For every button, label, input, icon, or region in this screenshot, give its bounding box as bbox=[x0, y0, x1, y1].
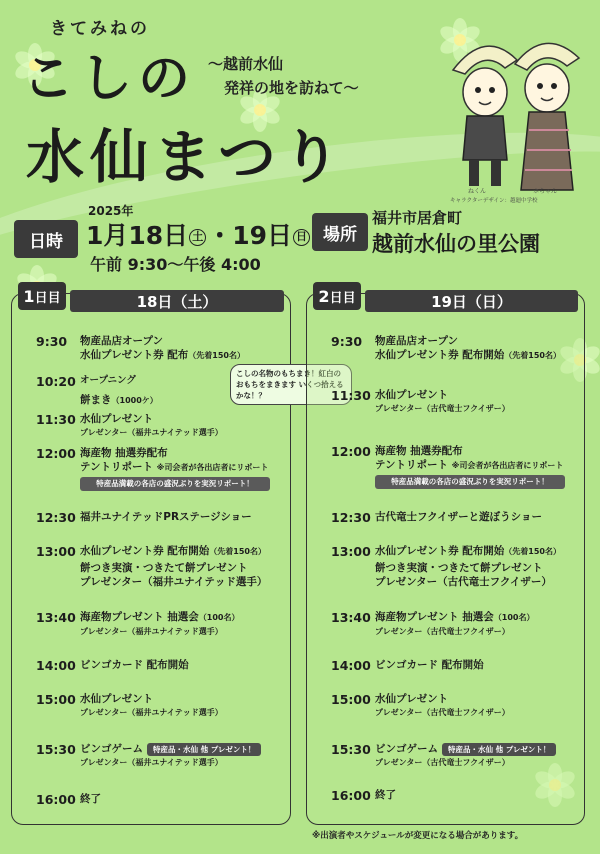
character-credit: キャラクターデザイン：越廻中学校 bbox=[450, 198, 538, 204]
event-details bbox=[80, 544, 284, 589]
event-details bbox=[80, 369, 344, 408]
title-line-2: 水仙まつり bbox=[26, 123, 347, 191]
event-time: 11:30 bbox=[36, 412, 76, 427]
date-year: 2025年 bbox=[88, 204, 134, 218]
event-title: 物産品店オープン bbox=[80, 335, 164, 347]
date-label: 日時 bbox=[14, 220, 78, 258]
day1-tag-num: 1 bbox=[23, 286, 35, 306]
event-title: 海産物プレゼント 抽選会 bbox=[80, 611, 199, 623]
event-title: 海産物 抽選券配布 bbox=[375, 445, 463, 457]
event-time: 15:00 bbox=[36, 692, 76, 707]
event-subtitle: 餅つき実演・つきたて餅プレゼント bbox=[80, 562, 248, 574]
event-presenter: プレゼンター（古代竜士フクイザー） bbox=[375, 708, 510, 717]
mascot-name-left: ねくん bbox=[468, 188, 487, 195]
date-day-2: 19日 bbox=[232, 221, 292, 250]
prize-pill: 特産品・水仙 他 プレゼント！ bbox=[147, 743, 261, 756]
event-time: 15:00 bbox=[331, 692, 371, 707]
event-presenter: プレゼンター（福井ユナイテッド選手） bbox=[80, 758, 223, 767]
event-note: （100名） bbox=[198, 613, 240, 622]
event-details bbox=[80, 412, 284, 440]
event-time: 16:00 bbox=[331, 788, 371, 803]
event-title: 海産物 抽選券配布 bbox=[80, 447, 168, 459]
venue-label: 場所 bbox=[312, 213, 368, 251]
day1-tag-suffix: 日目 bbox=[34, 290, 61, 306]
event-title: 水仙プレゼント券 配布開始 bbox=[80, 545, 210, 557]
event-details bbox=[375, 788, 578, 802]
day2-schedule-panel bbox=[306, 286, 585, 825]
event-title: ビンゴカード 配布開始 bbox=[375, 659, 484, 671]
event-time: 12:00 bbox=[36, 446, 76, 461]
venue-name: 越前水仙の里公園 bbox=[372, 232, 540, 256]
event-title: 水仙プレゼント bbox=[80, 693, 154, 705]
event-details bbox=[375, 334, 578, 363]
event-note: ※司会者が各出店者にリポート bbox=[451, 461, 564, 470]
event-time: 13:40 bbox=[36, 610, 76, 625]
subtitle-line-2: 発祥の地を訪ねて〜 bbox=[224, 79, 359, 97]
kicker-text: きてみねの bbox=[50, 19, 150, 39]
event-time: 13:00 bbox=[331, 544, 371, 559]
weekday-sat: 土 bbox=[189, 229, 206, 246]
event-details bbox=[80, 742, 284, 770]
mascot-right bbox=[515, 43, 579, 190]
day2-header: 19日（日） bbox=[365, 290, 578, 312]
day2-tag-suffix: 日目 bbox=[329, 290, 356, 306]
event-title: 福井ユナイテッドPRステージショー bbox=[80, 511, 252, 523]
event-details bbox=[375, 510, 578, 524]
footer-note: ※出演者やスケジュールが変更になる場合があります。 bbox=[312, 831, 524, 841]
event-presenter: プレゼンター（古代竜士フクイザー） bbox=[375, 404, 510, 413]
event-details bbox=[80, 658, 284, 672]
event-time: 12:30 bbox=[331, 510, 371, 525]
date-day-1: 1月18日 bbox=[86, 221, 189, 250]
date-time: 午前 9:30〜午後 4:00 bbox=[90, 255, 261, 274]
event-subtitle: テントリポート bbox=[375, 459, 448, 471]
event-subtitle: 餅つき実演・つきたて餅プレゼント bbox=[375, 562, 543, 574]
event-details bbox=[80, 610, 284, 639]
event-time: 9:30 bbox=[331, 334, 363, 349]
event-title: 終了 bbox=[80, 793, 101, 805]
event-details bbox=[375, 692, 578, 720]
event-presenter: プレゼンター（福井ユナイテッド選手） bbox=[80, 428, 223, 437]
event-time: 12:00 bbox=[331, 444, 371, 459]
weekday-sun: 日 bbox=[293, 229, 310, 246]
event-time: 15:30 bbox=[331, 742, 371, 757]
event-details bbox=[80, 792, 284, 806]
event-details bbox=[375, 388, 578, 416]
event-time: 9:30 bbox=[36, 334, 68, 349]
prize-pill: 特産品・水仙 他 プレゼント！ bbox=[442, 743, 556, 756]
event-details bbox=[375, 658, 578, 672]
event-time: 11:30 bbox=[331, 388, 371, 403]
event-details bbox=[375, 544, 578, 589]
event-time: 14:00 bbox=[36, 658, 76, 673]
event-time: 13:00 bbox=[36, 544, 76, 559]
date-separator: ・ bbox=[207, 221, 233, 250]
day1-header: 18日（土） bbox=[70, 290, 284, 312]
day1-schedule-panel bbox=[11, 286, 344, 825]
event-presenter: プレゼンター（古代竜士フクイザー） bbox=[375, 576, 552, 588]
day1-tag bbox=[18, 282, 66, 310]
event-details bbox=[375, 444, 578, 489]
report-banner: 特産品満載の各店の盛況ぶりを実況リポート！ bbox=[375, 475, 565, 489]
day2-tag-num: 2 bbox=[318, 286, 330, 306]
event-details bbox=[80, 510, 284, 524]
event-subtitle: テントリポート bbox=[80, 461, 153, 473]
speech-bubble: こしの名物のもちまき！紅白のおもちをまきます いくつ拾えるかな！？ bbox=[230, 364, 352, 405]
event-title: オープニング bbox=[80, 375, 136, 386]
event-presenter: プレゼンター（古代竜士フクイザー） bbox=[375, 627, 510, 636]
event-time: 12:30 bbox=[36, 510, 76, 525]
event-time: 10:20 bbox=[36, 374, 76, 389]
event-presenter: プレゼンター（福井ユナイテッド選手） bbox=[80, 627, 223, 636]
event-title: ビンゴカード 配布開始 bbox=[80, 659, 189, 671]
mascot-illustration bbox=[445, 30, 585, 210]
event-note: （1000ケ） bbox=[111, 396, 158, 405]
event-title: 水仙プレゼント bbox=[375, 389, 449, 401]
event-title: 水仙プレゼント券 配布開始 bbox=[375, 545, 505, 557]
event-note: （100名） bbox=[493, 613, 535, 622]
event-time: 13:40 bbox=[331, 610, 371, 625]
event-note: （先着150名） bbox=[504, 351, 561, 360]
event-title: ビンゴゲーム bbox=[80, 743, 143, 755]
event-details bbox=[80, 446, 284, 491]
event-time: 14:00 bbox=[331, 658, 371, 673]
report-banner: 特産品満載の各店の盛況ぶりを実況リポート！ bbox=[80, 477, 270, 491]
event-subtitle: 水仙プレゼント券 配布開始 bbox=[375, 349, 505, 361]
event-title: 古代竜士フクイザーと遊ぼうショー bbox=[375, 511, 542, 523]
event-subtitle: 餅まき bbox=[80, 394, 112, 406]
event-note: （先着150名） bbox=[209, 547, 266, 556]
event-title: 水仙プレゼント bbox=[80, 413, 154, 425]
subtitle-line-1: 〜越前水仙 bbox=[208, 55, 284, 73]
title-line-1: こしの bbox=[22, 49, 197, 109]
event-presenter: プレゼンター（福井ユナイテッド選手） bbox=[80, 576, 268, 588]
event-title: 終了 bbox=[375, 789, 396, 801]
event-title: ビンゴゲーム bbox=[375, 743, 438, 755]
event-details bbox=[80, 692, 284, 720]
event-subtitle: 水仙プレゼント券 配布 bbox=[80, 349, 189, 361]
event-note: （先着150名） bbox=[188, 351, 245, 360]
mascot-left bbox=[453, 46, 517, 186]
event-note: ※司会者が各出店者にリポート bbox=[156, 463, 269, 472]
event-details bbox=[80, 334, 284, 363]
event-title: 物産品店オープン bbox=[375, 335, 459, 347]
day2-tag bbox=[313, 282, 361, 310]
event-presenter: プレゼンター（福井ユナイテッド選手） bbox=[80, 708, 223, 717]
subtitle bbox=[208, 52, 359, 100]
date-days bbox=[86, 216, 311, 252]
event-note: （先着150名） bbox=[504, 547, 561, 556]
event-details bbox=[375, 610, 578, 639]
event-presenter: プレゼンター（古代竜士フクイザー） bbox=[375, 758, 510, 767]
event-time: 15:30 bbox=[36, 742, 76, 757]
venue-address: 福井市居倉町 bbox=[372, 209, 463, 227]
event-title: 水仙プレゼント bbox=[375, 693, 449, 705]
event-title: 海産物プレゼント 抽選会 bbox=[375, 611, 494, 623]
event-time: 16:00 bbox=[36, 792, 76, 807]
mascot-name-right: ホちゃん bbox=[533, 188, 558, 195]
event-details bbox=[375, 742, 578, 770]
